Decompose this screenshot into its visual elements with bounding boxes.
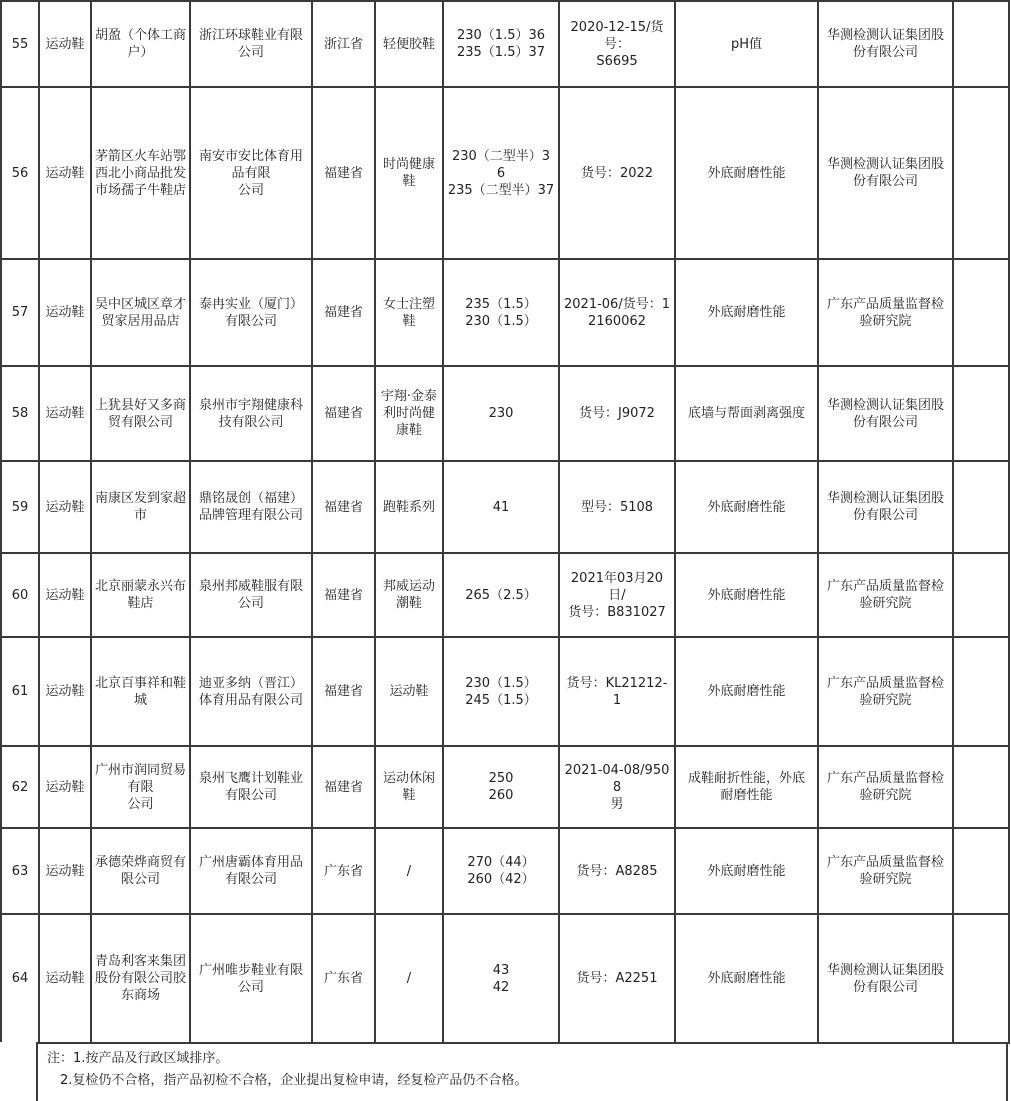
cell-product: 运动鞋: [39, 914, 91, 1043]
cell-product: 运动鞋: [39, 746, 91, 828]
cell-name: 运动鞋: [375, 637, 443, 746]
cell-spec: 270（44） 260（42）: [443, 828, 559, 914]
cell-spec: 265（2.5）: [443, 553, 559, 637]
note-line-1: 注：1.按产品及行政区域排序。: [47, 1051, 229, 1066]
table-row: [1, 828, 1009, 914]
table-row: [1, 637, 1009, 746]
cell-name: 轻便胶鞋: [375, 1, 443, 87]
cell-seller: 北京百事祥和鞋 城: [91, 637, 190, 746]
table-row: [1, 87, 1009, 259]
notes-box: [36, 1042, 1008, 1101]
cell-lab: 广东产品质量监督检 验研究院: [818, 553, 953, 637]
table-row: [1, 461, 1009, 553]
cell-province: 广东省: [312, 828, 375, 914]
cell-product: 运动鞋: [39, 366, 91, 461]
cell-seller: 青岛利客来集团 股份有限公司胶 东商场: [91, 914, 190, 1043]
cell-seller: 上犹县好又多商 贸有限公司: [91, 366, 190, 461]
cell-product: 运动鞋: [39, 461, 91, 553]
cell-lab: 华测检测认证集团股 份有限公司: [818, 366, 953, 461]
cell-lab: 华测检测认证集团股 份有限公司: [818, 87, 953, 259]
cell-item: 外底耐磨性能: [675, 637, 818, 746]
cell-spec: 230（1.5）36 235（1.5）37: [443, 1, 559, 87]
cell-spec: 235（1.5） 230（1.5）: [443, 259, 559, 366]
cell-maker: 泉州市宇翔健康科 技有限公司: [190, 366, 312, 461]
cell-lab: 广东产品质量监督检 验研究院: [818, 746, 953, 828]
cell-item: 外底耐磨性能: [675, 914, 818, 1043]
cell-extra: [953, 637, 1009, 746]
cell-no: 58: [1, 366, 39, 461]
cell-seller: 吴中区城区章才 贸家居用品店: [91, 259, 190, 366]
cell-extra: [953, 259, 1009, 366]
cell-no: 63: [1, 828, 39, 914]
cell-province: 浙江省: [312, 1, 375, 87]
cell-province: 福建省: [312, 87, 375, 259]
cell-maker: 广州唯步鞋业有限 公司: [190, 914, 312, 1043]
cell-batch: 货号：KL21212-1: [559, 637, 675, 746]
cell-extra: [953, 461, 1009, 553]
table-row: [1, 259, 1009, 366]
cell-batch: 货号：2022: [559, 87, 675, 259]
cell-maker: 迪亚多纳（晋江） 体育用品有限公司: [190, 637, 312, 746]
cell-no: 64: [1, 914, 39, 1043]
cell-spec: 250 260: [443, 746, 559, 828]
table-row: [1, 553, 1009, 637]
cell-province: 福建省: [312, 637, 375, 746]
cell-seller: 北京丽蒙永兴布 鞋店: [91, 553, 190, 637]
cell-seller: 承德荣烨商贸有 限公司: [91, 828, 190, 914]
cell-spec: 43 42: [443, 914, 559, 1043]
cell-batch: 货号：A2251: [559, 914, 675, 1043]
cell-lab: 广东产品质量监督检 验研究院: [818, 637, 953, 746]
cell-maker: 鼎铭晟创（福建） 品牌管理有限公司: [190, 461, 312, 553]
cell-no: 60: [1, 553, 39, 637]
cell-spec: 230（1.5） 245（1.5）: [443, 637, 559, 746]
cell-product: 运动鞋: [39, 637, 91, 746]
cell-item: 外底耐磨性能: [675, 828, 818, 914]
cell-seller: 胡盈（个体工商 户）: [91, 1, 190, 87]
cell-no: 59: [1, 461, 39, 553]
cell-extra: [953, 914, 1009, 1043]
cell-item: 外底耐磨性能: [675, 461, 818, 553]
cell-province: 福建省: [312, 259, 375, 366]
cell-lab: 华测检测认证集团股 份有限公司: [818, 1, 953, 87]
cell-maker: 泉州邦威鞋服有限公司: [190, 553, 312, 637]
cell-name: /: [375, 914, 443, 1043]
cell-item: 外底耐磨性能: [675, 87, 818, 259]
cell-spec: 230（二型半）3 6 235（二型半）37: [443, 87, 559, 259]
cell-maker: 泉州飞鹰计划鞋业 有限公司: [190, 746, 312, 828]
cell-batch: 2020-12-15/货号： S6695: [559, 1, 675, 87]
cell-extra: [953, 1, 1009, 87]
cell-extra: [953, 746, 1009, 828]
cell-name: 邦威运动 潮鞋: [375, 553, 443, 637]
cell-name: 时尚健康 鞋: [375, 87, 443, 259]
cell-item: 底墙与帮面剥离强度: [675, 366, 818, 461]
cell-extra: [953, 366, 1009, 461]
cell-extra: [953, 87, 1009, 259]
cell-extra: [953, 828, 1009, 914]
cell-name: /: [375, 828, 443, 914]
cell-seller: 茅箭区火车站鄂 西北小商品批发 市场孺子牛鞋店: [91, 87, 190, 259]
cell-product: 运动鞋: [39, 553, 91, 637]
cell-batch: 2021-06/货号：1 2160062: [559, 259, 675, 366]
table-row: [1, 1, 1009, 87]
cell-product: 运动鞋: [39, 828, 91, 914]
cell-province: 福建省: [312, 366, 375, 461]
cell-no: 61: [1, 637, 39, 746]
cell-product: 运动鞋: [39, 259, 91, 366]
cell-maker: 广州唐霸体育用品 有限公司: [190, 828, 312, 914]
cell-name: 运动休闲 鞋: [375, 746, 443, 828]
cell-no: 56: [1, 87, 39, 259]
cell-lab: 华测检测认证集团股 份有限公司: [818, 461, 953, 553]
cell-no: 55: [1, 1, 39, 87]
table-row: [1, 366, 1009, 461]
cell-seller: 广州市润同贸易 有限 公司: [91, 746, 190, 828]
cell-product: 运动鞋: [39, 1, 91, 87]
cell-lab: 广东产品质量监督检 验研究院: [818, 828, 953, 914]
cell-name: 宇翔·金泰 利时尚健 康鞋: [375, 366, 443, 461]
table-row: [1, 746, 1009, 828]
cell-province: 福建省: [312, 746, 375, 828]
cell-maker: 泰冉实业（厦门） 有限公司: [190, 259, 312, 366]
cell-province: 福建省: [312, 553, 375, 637]
note-line-2: 2.复检仍不合格，指产品初检不合格，企业提出复检申请，经复检产品仍不合格。: [60, 1073, 528, 1088]
cell-batch: 货号：J9072: [559, 366, 675, 461]
cell-batch: 2021年03月20日/ 货号：B831027: [559, 553, 675, 637]
left-margin: [0, 1042, 36, 1101]
cell-maker: 南安市安比体育用 品有限 公司: [190, 87, 312, 259]
cell-batch: 型号：5108: [559, 461, 675, 553]
cell-name: 跑鞋系列: [375, 461, 443, 553]
cell-spec: 41: [443, 461, 559, 553]
cell-spec: 230: [443, 366, 559, 461]
cell-batch: 2021-04-08/9508 男: [559, 746, 675, 828]
cell-item: pH值: [675, 1, 818, 87]
cell-batch: 货号：A8285: [559, 828, 675, 914]
cell-item: 外底耐磨性能: [675, 259, 818, 366]
table-body: [1, 1, 1009, 1043]
cell-extra: [953, 553, 1009, 637]
cell-item: 外底耐磨性能: [675, 553, 818, 637]
table-row: [1, 914, 1009, 1043]
cell-lab: 广东产品质量监督检 验研究院: [818, 259, 953, 366]
cell-no: 57: [1, 259, 39, 366]
cell-province: 福建省: [312, 461, 375, 553]
cell-province: 广东省: [312, 914, 375, 1043]
cell-product: 运动鞋: [39, 87, 91, 259]
cell-name: 女士注塑 鞋: [375, 259, 443, 366]
cell-item: 成鞋耐折性能，外底 耐磨性能: [675, 746, 818, 828]
cell-lab: 华测检测认证集团股 份有限公司: [818, 914, 953, 1043]
cell-maker: 浙江环球鞋业有限 公司: [190, 1, 312, 87]
cell-seller: 南康区发到家超 市: [91, 461, 190, 553]
cell-no: 62: [1, 746, 39, 828]
